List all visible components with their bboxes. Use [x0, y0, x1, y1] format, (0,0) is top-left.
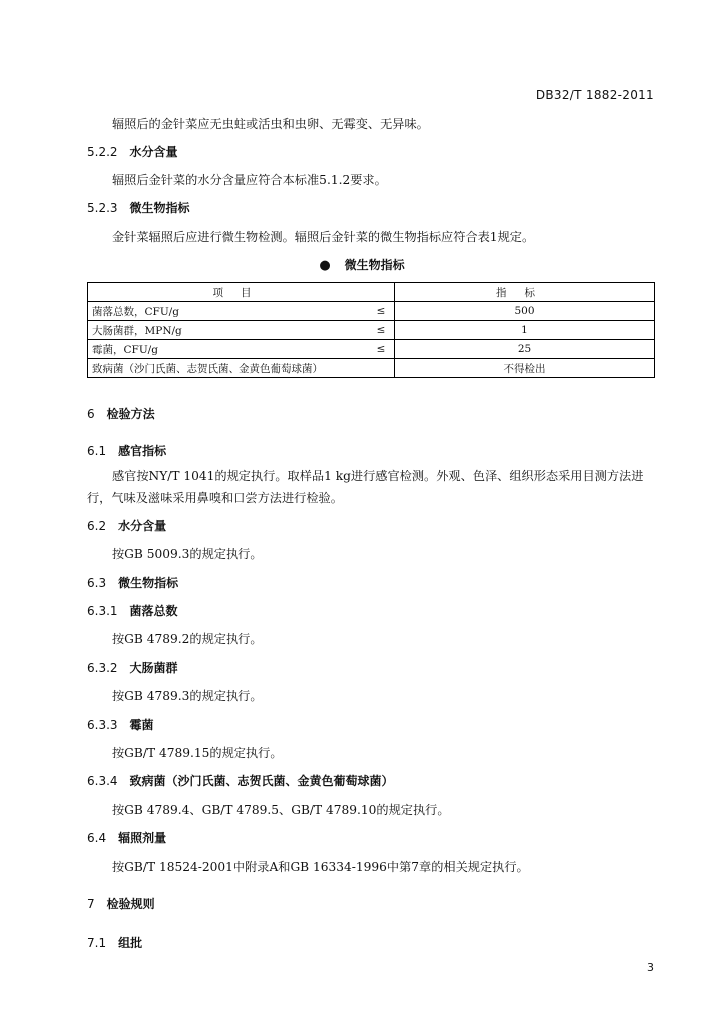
section-title: 辐照剂量 [118, 831, 167, 845]
section-6-3-1-heading [87, 602, 178, 619]
section-5-2-3-heading [87, 199, 190, 216]
section-number: 6.3 [87, 576, 107, 590]
row-operator: ≤ [368, 302, 395, 321]
page-number: 3 [647, 961, 654, 974]
section-number: 6.3.3 [87, 718, 118, 732]
table-row [88, 340, 655, 359]
section-title: 水分含量 [118, 519, 167, 533]
microbial-table [87, 282, 655, 378]
section-6-3-3-heading [87, 716, 154, 733]
section-number: 6.1 [87, 444, 107, 458]
section-title: 微生物指标 [118, 576, 179, 590]
section-number: 5.2.3 [87, 201, 118, 215]
bullet-icon: ● [319, 258, 331, 273]
section-number: 6.4 [87, 831, 107, 845]
row-item: 霉菌，CFU/g [88, 340, 369, 359]
section-title: 菌落总数 [129, 604, 178, 618]
table-row [88, 321, 655, 340]
section-number: 6.3.2 [87, 661, 118, 675]
table-row [88, 302, 655, 321]
row-value: 25 [395, 340, 655, 359]
section-6-3-4-heading [87, 772, 394, 789]
table-title [0, 256, 724, 273]
header-value: 指标 [395, 283, 655, 302]
row-value: 不得检出 [395, 359, 655, 378]
paragraph-5-2-3-text: 金针菜辐照后应进行微生物检测。辐照后金针菜的微生物指标应符合表1规定。 [112, 230, 535, 244]
header-item: 项目 [88, 283, 395, 302]
paragraph-6-4-text: 按GB/T 18524-2001中附录A和GB 16334-1996中第7章的相关规定执行。 [112, 860, 529, 874]
section-5-2-2-heading [87, 143, 178, 160]
paragraph-6-3-2-text: 按GB 4789.3的规定执行。 [112, 689, 263, 703]
section-7-heading [87, 895, 155, 912]
row-item: 致病菌（沙门氏菌、志贺氏菌、金黄色葡萄球菌） [88, 359, 395, 378]
paragraph-5-2-1-text: 辐照后的金针菜应无虫蛀或活虫和虫卵、无霉变、无异味。 [112, 117, 429, 131]
section-number: 6.3.1 [87, 604, 118, 618]
section-6-heading [87, 405, 155, 422]
section-number: 5.2.2 [87, 145, 118, 159]
section-title: 感官指标 [118, 444, 167, 458]
section-title: 检验方法 [106, 407, 155, 421]
row-operator: ≤ [368, 321, 395, 340]
section-title: 大肠菌群 [129, 661, 178, 675]
paragraph-6-3-3-text: 按GB/T 4789.15的规定执行。 [112, 746, 283, 760]
table-header-row [88, 283, 655, 302]
section-6-3-heading [87, 574, 178, 591]
row-item: 菌落总数，CFU/g [88, 302, 369, 321]
paragraph-6-1-text: 感官按NY/T 1041的规定执行。取样品1 kg进行感官检测。外观、色泽、组织形态采用目测方法进行，气味及滋味采用鼻嗅和口尝方法进行检验。 [87, 469, 644, 505]
section-7-1-heading [87, 934, 142, 951]
table-title-text: 微生物指标 [344, 258, 405, 272]
row-item: 大肠菌群，MPN/g [88, 321, 369, 340]
section-6-1-heading [87, 442, 166, 459]
section-number: 6.3.4 [87, 774, 118, 788]
section-number: 7 [87, 897, 95, 911]
section-6-4-heading [87, 829, 166, 846]
section-title: 水分含量 [129, 145, 178, 159]
section-title: 组批 [118, 936, 143, 950]
section-number: 6.2 [87, 519, 107, 533]
paragraph-5-2-2-text: 辐照后金针菜的水分含量应符合本标准5.1.2要求。 [112, 173, 387, 187]
row-value: 1 [395, 321, 655, 340]
section-title: 微生物指标 [129, 201, 190, 215]
row-operator: ≤ [368, 340, 395, 359]
section-number: 6 [87, 407, 95, 421]
paragraph-6-2-text: 按GB 5009.3的规定执行。 [112, 547, 263, 561]
table-row [88, 359, 655, 378]
section-title: 霉菌 [129, 718, 154, 732]
row-value: 500 [395, 302, 655, 321]
section-6-3-2-heading [87, 659, 178, 676]
section-number: 7.1 [87, 936, 107, 950]
paragraph-6-3-4-text: 按GB 4789.4、GB/T 4789.5、GB/T 4789.10的规定执行。 [112, 803, 450, 817]
document-code: DB32/T 1882-2011 [535, 88, 654, 102]
paragraph-6-3-1-text: 按GB 4789.2的规定执行。 [112, 632, 263, 646]
section-title: 致病菌（沙门氏菌、志贺氏菌、金黄色葡萄球菌） [129, 774, 394, 788]
section-title: 检验规则 [106, 897, 155, 911]
section-6-2-heading [87, 517, 166, 534]
